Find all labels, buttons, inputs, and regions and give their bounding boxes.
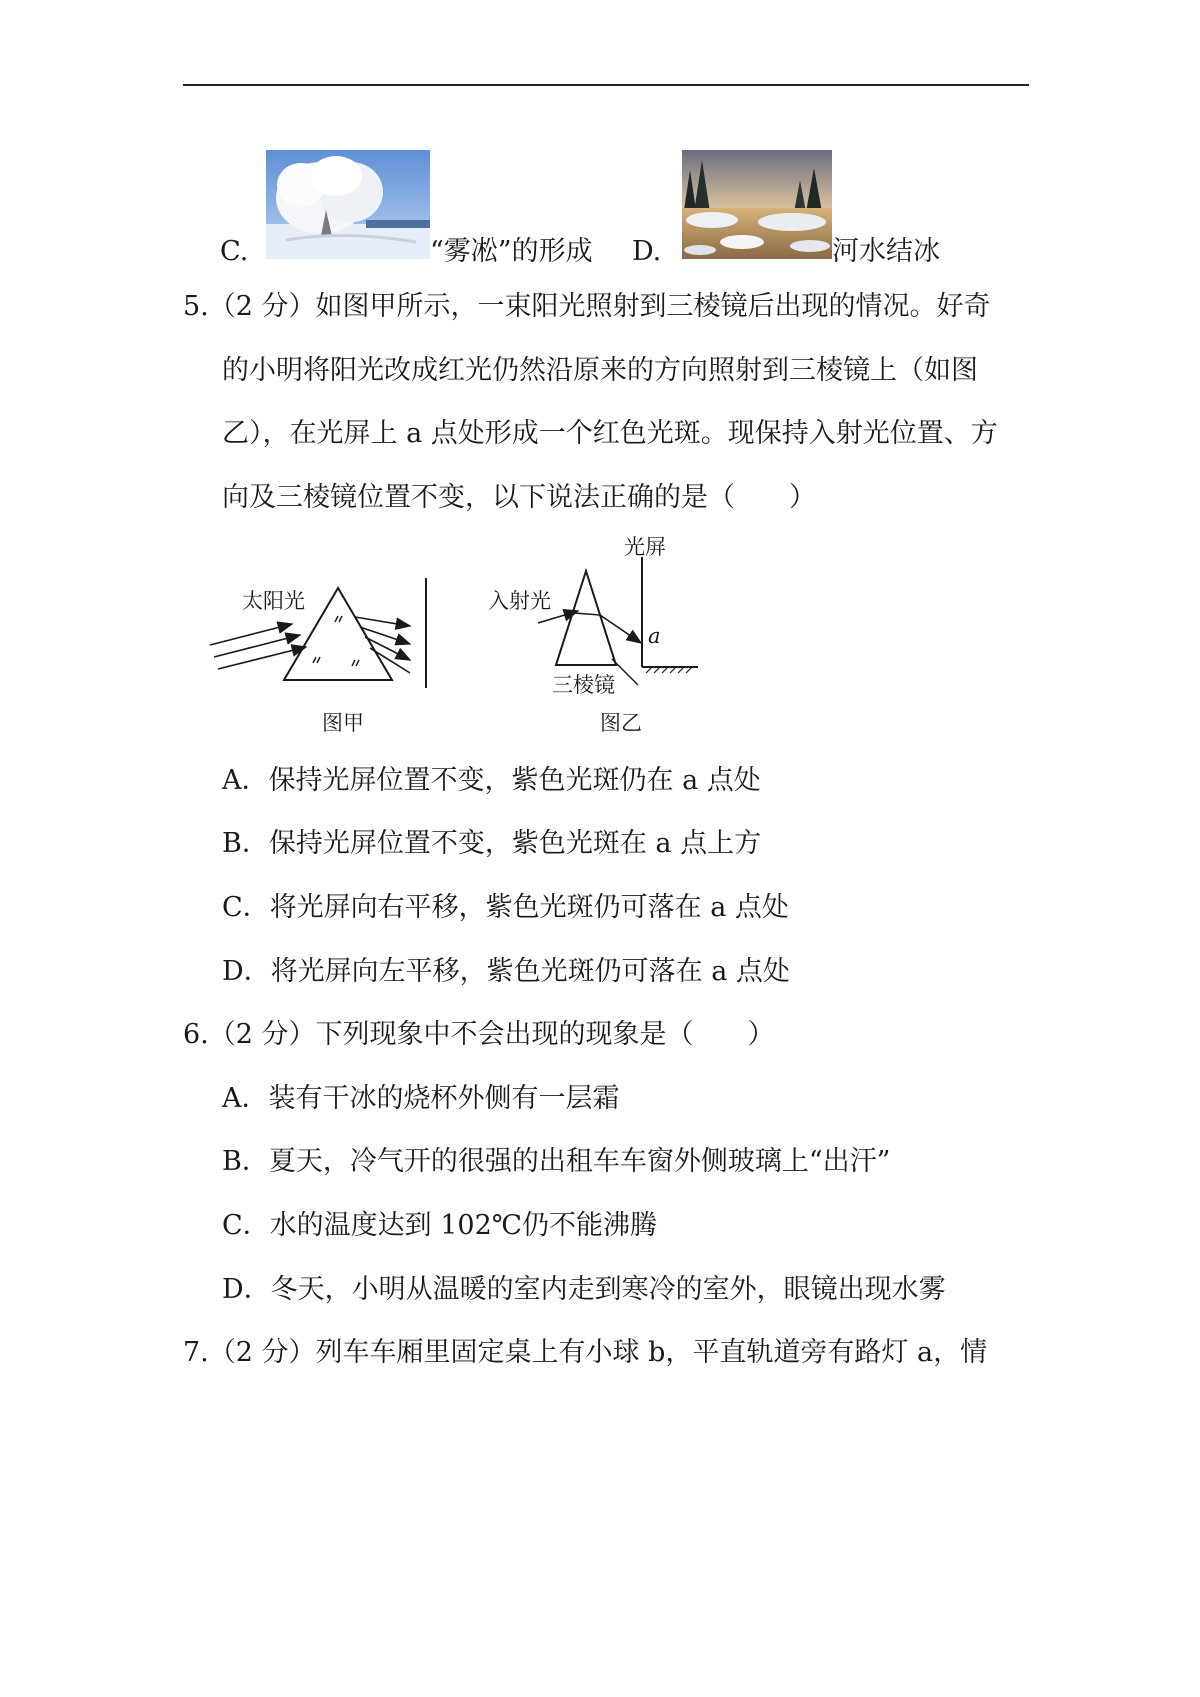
q5-line-4: 向及三棱镜位置不变，以下说法正确的是（ ） [222,482,816,513]
prism-label: 三棱镜 [552,673,615,697]
sun-label: 太阳光 [242,589,305,613]
figure-yi-diagram [478,525,728,740]
figure-jia-caption: 图甲 [322,711,364,735]
figure-yi-caption: 图乙 [600,711,642,735]
sun-rays-in [210,624,306,669]
q6-option-c: C．水的温度达到 102℃仍不能沸腾 [222,1210,657,1241]
exit-ray [600,615,641,643]
option-c-text: “雾凇”的形成 [430,236,593,267]
q6-stem: 6.（2 分）下列现象中不会出现的现象是（ ） [183,1019,775,1050]
q6-option-a: A．装有干冰的烧杯外侧有一层霜 [222,1083,620,1114]
q7-stem: 7.（2 分）列车车厢里固定桌上有小球 b，平直轨道旁有路灯 a，情 [183,1337,988,1368]
hatch-marks [313,616,359,666]
option-d-letter: D. [632,236,662,267]
incident-label: 入射光 [488,589,551,613]
figure-jia-diagram [200,560,450,740]
frosted-tree-photo [266,150,430,259]
refracted-ray-inside [574,613,600,615]
q5-option-b: B．保持光屏位置不变，紫色光斑在 a 点上方 [222,828,762,859]
q5-line-1: 5.（2 分）如图甲所示，一束阳光照射到三棱镜后出现的情况。好奇 [183,291,991,322]
header-rule [183,84,1029,86]
q6-option-b: B．夏天，冷气开的很强的出租车车窗外侧玻璃上“出汗” [222,1146,891,1177]
frozen-river-photo [682,150,832,259]
prism-pointer [612,659,638,685]
screen-label: 光屏 [624,535,666,559]
q6-option-d: D．冬天，小明从温暖的室内走到寒冷的室外，眼镜出现水雾 [222,1274,946,1305]
option-c-letter: C. [220,236,249,267]
point-a-label: a [648,624,661,648]
option-d-text: 河水结冰 [832,236,940,267]
prism-yi [556,571,616,665]
q5-option-a: A．保持光屏位置不变，紫色光斑仍在 a 点处 [222,765,761,796]
q5-line-3: 乙），在光屏上 a 点处形成一个红色光斑。现保持入射光位置、方 [222,418,998,449]
q5-line-2: 的小明将阳光改成红光仍然沿原来的方向照射到三棱镜上（如图 [222,355,978,386]
q5-option-d: D．将光屏向左平移，紫色光斑仍可落在 a 点处 [222,956,790,987]
q5-option-c: C．将光屏向右平移，紫色光斑仍可落在 a 点处 [222,892,789,923]
